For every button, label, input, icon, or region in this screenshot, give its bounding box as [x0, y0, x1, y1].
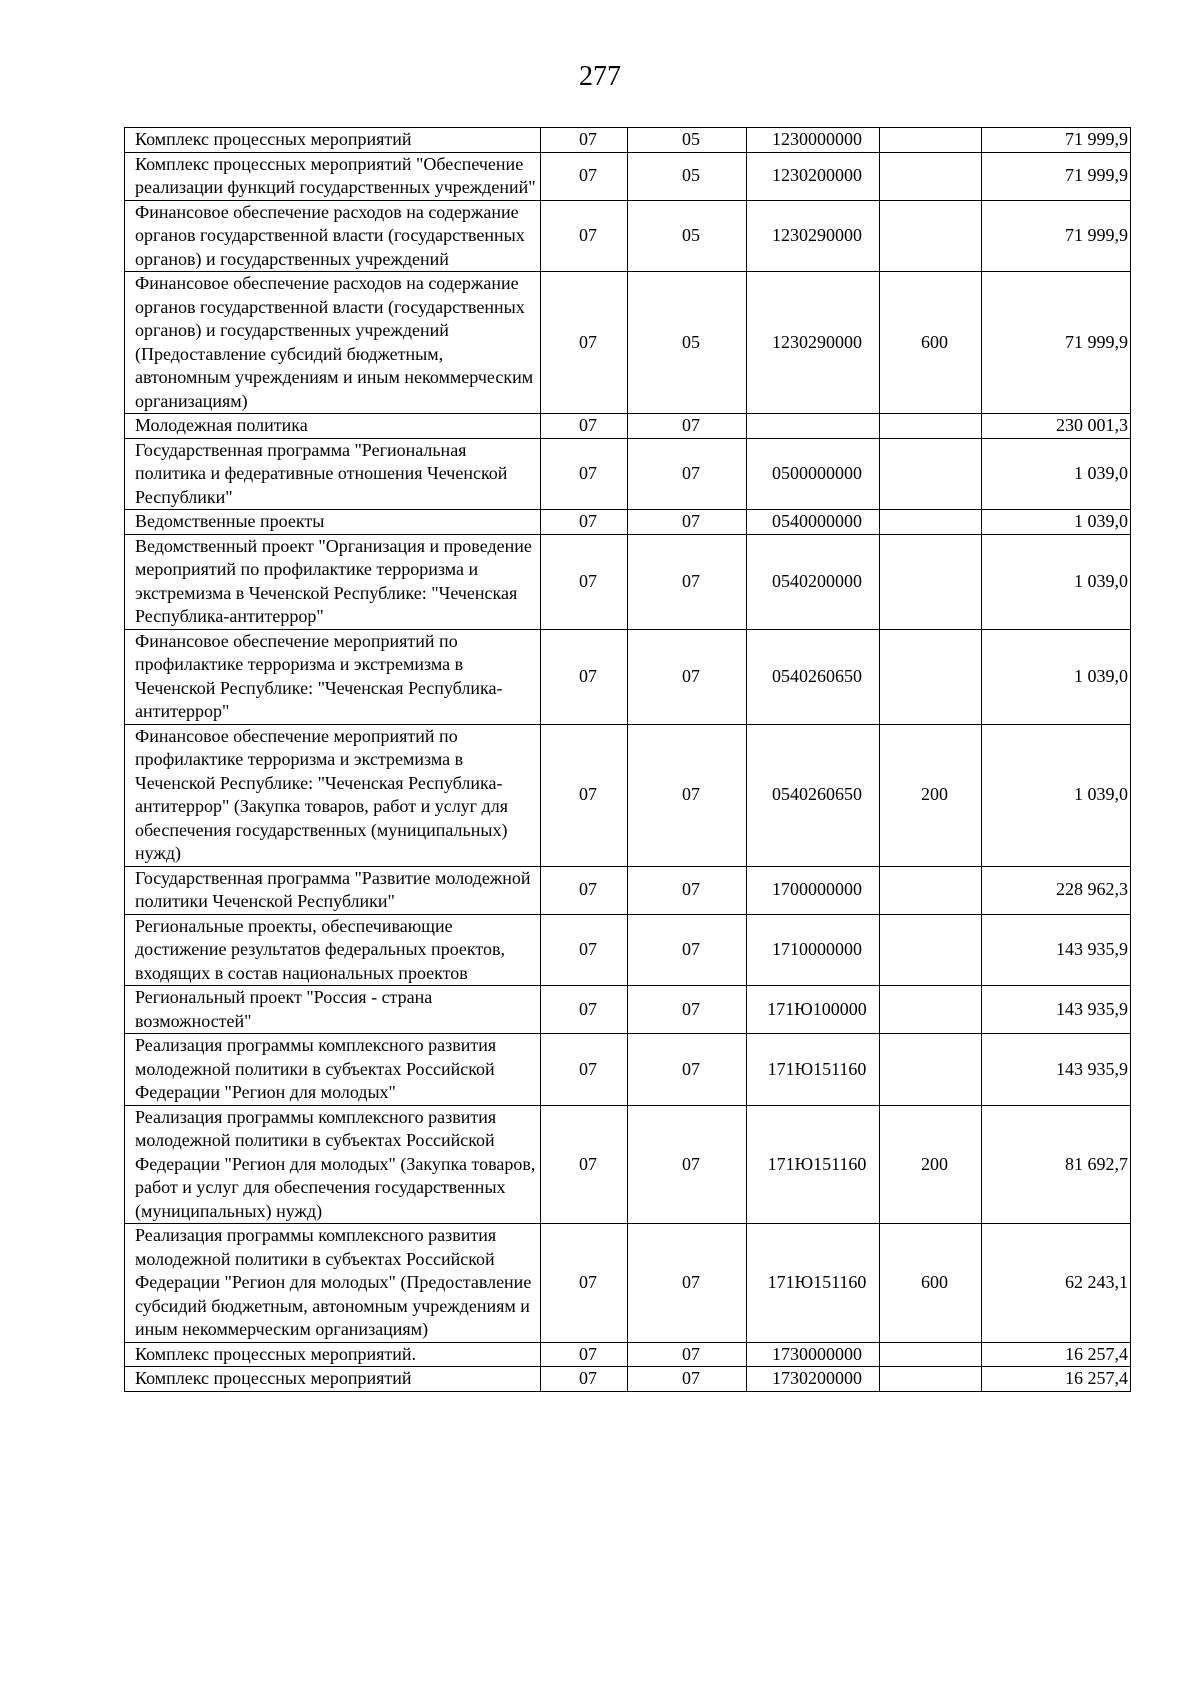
- table-row: [125, 1105, 1131, 1224]
- row-amount: 62 243,1: [982, 1224, 1131, 1343]
- table-row: [125, 128, 1131, 153]
- row-amount: 71 999,9: [982, 128, 1131, 153]
- table-row: [125, 272, 1131, 414]
- row-amount: 143 935,9: [982, 986, 1131, 1034]
- row-name: Финансовое обеспечение мероприятий по профилактике терроризма и экстремизма в Чеченской Республике: "Чеченская Республика-антитеррор": [125, 629, 541, 724]
- row-name: Государственная программа "Региональная политика и федеративные отношения Чеченской Республики": [125, 438, 541, 510]
- row-target-article-code: 0540000000: [747, 510, 880, 535]
- row-name: Комплекс процессных мероприятий: [125, 1367, 541, 1392]
- row-target-article-code: 0500000000: [747, 438, 880, 510]
- table-row: [125, 986, 1131, 1034]
- row-section-code: 07: [541, 534, 628, 629]
- row-section-code: 07: [541, 128, 628, 153]
- budget-table-body: [125, 128, 1131, 1392]
- row-subsection-code: 05: [628, 272, 747, 414]
- row-name: Государственная программа "Развитие молодежной политики Чеченской Республики": [125, 866, 541, 914]
- row-section-code: 07: [541, 866, 628, 914]
- row-expense-type-code: [880, 914, 982, 986]
- row-section-code: 07: [541, 200, 628, 272]
- row-subsection-code: 05: [628, 128, 747, 153]
- table-row: [125, 1034, 1131, 1106]
- row-name: Молодежная политика: [125, 414, 541, 439]
- table-row: [125, 1367, 1131, 1392]
- row-name: Комплекс процессных мероприятий: [125, 128, 541, 153]
- row-expense-type-code: [880, 152, 982, 200]
- row-name: Региональные проекты, обеспечивающие достижение результатов федеральных проектов, входящих в состав национальных проектов: [125, 914, 541, 986]
- row-section-code: 07: [541, 914, 628, 986]
- row-expense-type-code: [880, 414, 982, 439]
- row-expense-type-code: [880, 1367, 982, 1392]
- table-row: [125, 1342, 1131, 1367]
- row-target-article-code: 171Ю100000: [747, 986, 880, 1034]
- row-section-code: 07: [541, 414, 628, 439]
- row-amount: 71 999,9: [982, 200, 1131, 272]
- row-expense-type-code: [880, 128, 982, 153]
- row-subsection-code: 07: [628, 914, 747, 986]
- table-row: [125, 534, 1131, 629]
- row-expense-type-code: [880, 986, 982, 1034]
- row-section-code: 07: [541, 1105, 628, 1224]
- row-subsection-code: 07: [628, 866, 747, 914]
- table-row: [125, 866, 1131, 914]
- row-expense-type-code: [880, 629, 982, 724]
- row-section-code: 07: [541, 1224, 628, 1343]
- row-subsection-code: 07: [628, 1034, 747, 1106]
- table-row: [125, 438, 1131, 510]
- row-subsection-code: 07: [628, 629, 747, 724]
- row-amount: 143 935,9: [982, 914, 1131, 986]
- row-target-article-code: 1230200000: [747, 152, 880, 200]
- row-subsection-code: 07: [628, 1224, 747, 1343]
- row-amount: 71 999,9: [982, 272, 1131, 414]
- row-name: Ведомственный проект "Организация и проведение мероприятий по профилактике терроризма и экстремизма в Чеченской Республике: "Чеченская Республика-антитеррор": [125, 534, 541, 629]
- row-target-article-code: [747, 414, 880, 439]
- row-amount: 1 039,0: [982, 629, 1131, 724]
- row-subsection-code: 07: [628, 438, 747, 510]
- row-name: Реализация программы комплексного развития молодежной политики в субъектах Российской Федерации "Регион для молодых" (Предоставление субсидий бюджетным, автономным учреждениям и иным некоммерческим организациям): [125, 1224, 541, 1343]
- row-target-article-code: 1710000000: [747, 914, 880, 986]
- table-row: [125, 724, 1131, 866]
- row-expense-type-code: 200: [880, 724, 982, 866]
- row-target-article-code: 1730000000: [747, 1342, 880, 1367]
- row-subsection-code: 07: [628, 414, 747, 439]
- row-target-article-code: 171Ю151160: [747, 1034, 880, 1106]
- row-amount: 143 935,9: [982, 1034, 1131, 1106]
- row-name: Реализация программы комплексного развития молодежной политики в субъектах Российской Федерации "Регион для молодых": [125, 1034, 541, 1106]
- table-row: [125, 414, 1131, 439]
- row-amount: 1 039,0: [982, 724, 1131, 866]
- row-section-code: 07: [541, 152, 628, 200]
- row-name: Финансовое обеспечение расходов на содержание органов государственной власти (государственных органов) и государственных учреждений (Предоставление субсидий бюджетным, автономным учреждениям и иным некоммерческим организациям): [125, 272, 541, 414]
- page-number: 277: [579, 61, 621, 92]
- table-row: [125, 200, 1131, 272]
- row-section-code: 07: [541, 1367, 628, 1392]
- row-amount: 230 001,3: [982, 414, 1131, 439]
- row-amount: 16 257,4: [982, 1367, 1131, 1392]
- row-section-code: 07: [541, 629, 628, 724]
- table-row: [125, 914, 1131, 986]
- row-expense-type-code: 600: [880, 1224, 982, 1343]
- row-amount: 1 039,0: [982, 438, 1131, 510]
- row-section-code: 07: [541, 724, 628, 866]
- row-name: Комплекс процессных мероприятий "Обеспечение реализации функций государственных учреждений": [125, 152, 541, 200]
- row-expense-type-code: [880, 438, 982, 510]
- row-name: Ведомственные проекты: [125, 510, 541, 535]
- row-target-article-code: 0540260650: [747, 629, 880, 724]
- row-subsection-code: 05: [628, 152, 747, 200]
- row-target-article-code: 0540260650: [747, 724, 880, 866]
- row-target-article-code: 171Ю151160: [747, 1224, 880, 1343]
- row-section-code: 07: [541, 438, 628, 510]
- row-subsection-code: 07: [628, 510, 747, 535]
- row-name: Региональный проект "Россия - страна возможностей": [125, 986, 541, 1034]
- row-section-code: 07: [541, 272, 628, 414]
- row-expense-type-code: 600: [880, 272, 982, 414]
- row-section-code: 07: [541, 986, 628, 1034]
- row-subsection-code: 07: [628, 1105, 747, 1224]
- row-subsection-code: 07: [628, 534, 747, 629]
- row-expense-type-code: [880, 1034, 982, 1106]
- row-amount: 1 039,0: [982, 510, 1131, 535]
- table-row: [125, 1224, 1131, 1343]
- row-subsection-code: 07: [628, 724, 747, 866]
- row-subsection-code: 07: [628, 986, 747, 1034]
- row-subsection-code: 05: [628, 200, 747, 272]
- row-amount: 81 692,7: [982, 1105, 1131, 1224]
- row-name: Реализация программы комплексного развития молодежной политики в субъектах Российской Федерации "Регион для молодых" (Закупка товаров, работ и услуг для обеспечения государственных (муниципальных) нужд): [125, 1105, 541, 1224]
- row-subsection-code: 07: [628, 1342, 747, 1367]
- row-expense-type-code: 200: [880, 1105, 982, 1224]
- row-target-article-code: 171Ю151160: [747, 1105, 880, 1224]
- row-amount: 16 257,4: [982, 1342, 1131, 1367]
- budget-table: [124, 127, 1131, 1392]
- row-name: Комплекс процессных мероприятий.: [125, 1342, 541, 1367]
- row-expense-type-code: [880, 1342, 982, 1367]
- row-expense-type-code: [880, 200, 982, 272]
- table-row: [125, 629, 1131, 724]
- row-expense-type-code: [880, 534, 982, 629]
- row-name: Финансовое обеспечение расходов на содержание органов государственной власти (государственных органов) и государственных учреждений: [125, 200, 541, 272]
- table-row: [125, 510, 1131, 535]
- row-amount: 71 999,9: [982, 152, 1131, 200]
- row-subsection-code: 07: [628, 1367, 747, 1392]
- row-expense-type-code: [880, 866, 982, 914]
- row-name: Финансовое обеспечение мероприятий по профилактике терроризма и экстремизма в Чеченской Республике: "Чеченская Республика-антитеррор" (Закупка товаров, работ и услуг для обеспечения государственных (муниципальных) нужд): [125, 724, 541, 866]
- row-expense-type-code: [880, 510, 982, 535]
- row-target-article-code: 1700000000: [747, 866, 880, 914]
- row-amount: 228 962,3: [982, 866, 1131, 914]
- table-row: [125, 152, 1131, 200]
- row-target-article-code: 1230290000: [747, 272, 880, 414]
- row-target-article-code: 1230290000: [747, 200, 880, 272]
- row-target-article-code: 0540200000: [747, 534, 880, 629]
- row-section-code: 07: [541, 1034, 628, 1106]
- row-target-article-code: 1730200000: [747, 1367, 880, 1392]
- row-section-code: 07: [541, 1342, 628, 1367]
- row-target-article-code: 1230000000: [747, 128, 880, 153]
- row-section-code: 07: [541, 510, 628, 535]
- row-amount: 1 039,0: [982, 534, 1131, 629]
